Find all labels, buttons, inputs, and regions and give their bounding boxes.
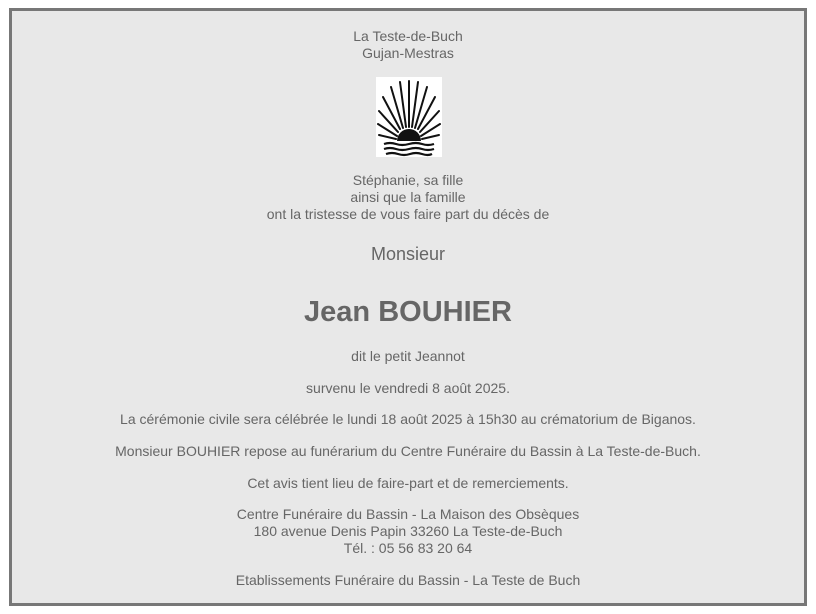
- header-city-1: La Teste-de-Buch: [353, 28, 463, 44]
- funeral-home-phone: Tél. : 05 56 83 20 64: [343, 540, 473, 556]
- ceremony-info: La cérémonie civile sera célébrée le lundi 18 août 2025 à 15h30 au crématorium de Biganos.: [120, 411, 696, 427]
- deceased-nickname: dit le petit Jeannot: [351, 348, 465, 364]
- thanks-note: Cet avis tient lieu de faire-part et de remerciements.: [247, 475, 569, 491]
- header-city-2: Gujan-Mestras: [362, 45, 454, 61]
- family-line-2: ainsi que la famille: [350, 189, 466, 205]
- funeral-home-signature: Etablissements Funéraire du Bassin - La Teste de Buch: [235, 572, 581, 588]
- obituary-card: [9, 8, 807, 606]
- funeral-home-address: 180 avenue Denis Papin 33260 La Teste-de-Buch: [253, 523, 563, 539]
- funeral-home-name: Centre Funéraire du Bassin - La Maison des Obsèques: [236, 506, 580, 522]
- deceased-name: Jean BOUHIER: [304, 296, 512, 328]
- deceased-title: Monsieur: [370, 244, 446, 264]
- rest-info: Monsieur BOUHIER repose au funérarium du Centre Funéraire du Bassin à La Teste-de-Buch.: [115, 443, 701, 459]
- family-line-3: ont la tristesse de vous faire part du décès de: [266, 206, 550, 222]
- death-date: survenu le vendredi 8 août 2025.: [306, 380, 510, 396]
- family-line-1: Stéphanie, sa fille: [352, 172, 464, 188]
- rising-sun-icon: [376, 77, 442, 157]
